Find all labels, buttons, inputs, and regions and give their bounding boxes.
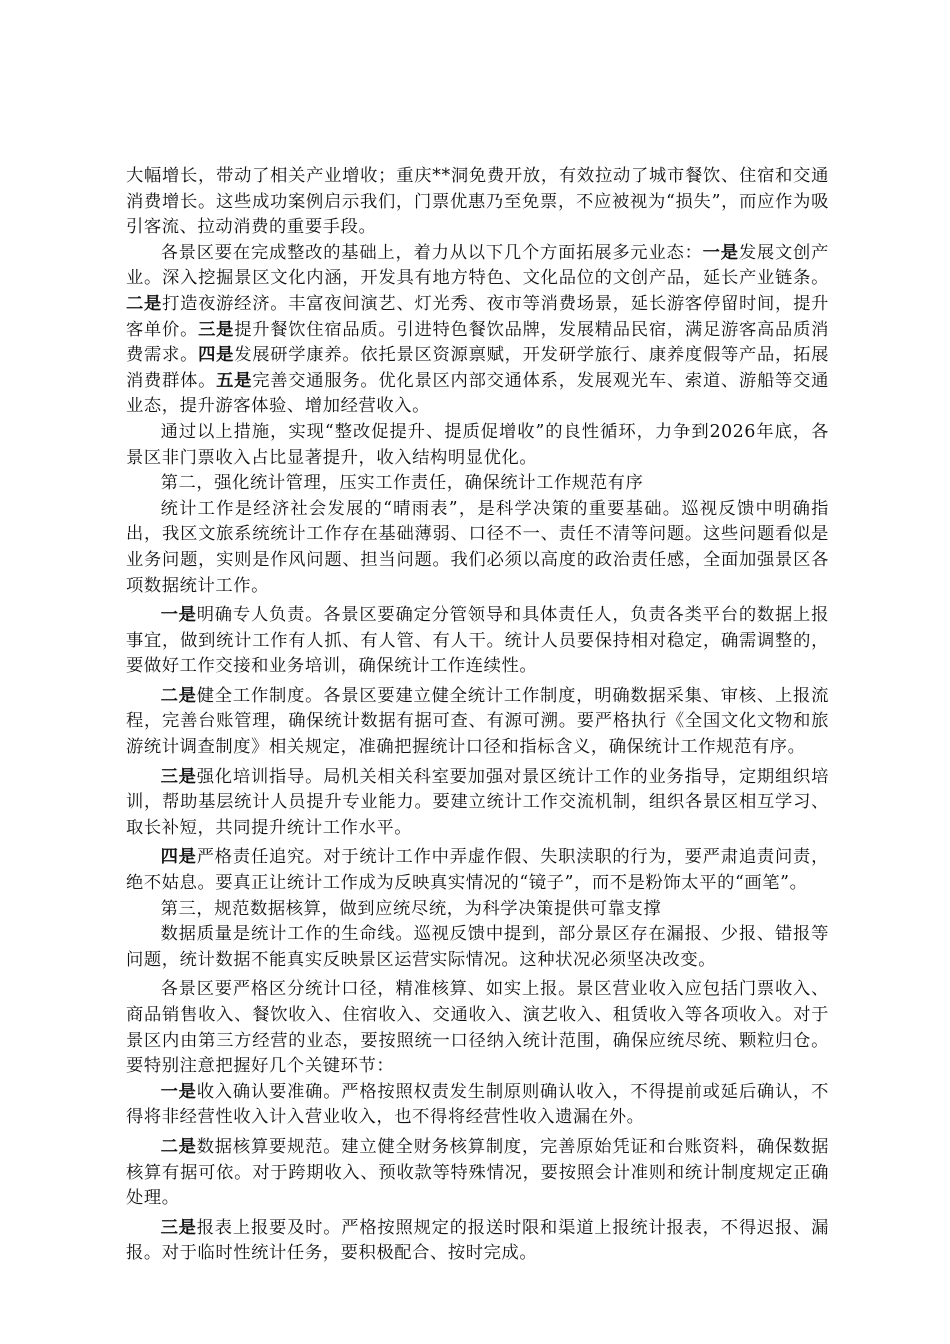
- paragraph-text: 发展研学康养。依托景区资源禀赋，开发研学旅行、康养度假等产品，拓展消费群体。: [126, 345, 829, 391]
- paragraph-text: 打造夜游经济。丰富夜间演艺、灯光秀、夜市等消费场景，延长游客停留时间，提升客单价。: [126, 293, 829, 340]
- paragraph-text: 明确专人负责。各景区要确定分管领导和具体责任人，负责各类平台的数据上报事宜，做到统计工作有人抓、有人管、有人干。统计人员要保持相对稳定，确需调整的，要做好工作交接和业务培训，确保统计工作连续性。: [126, 605, 829, 677]
- paragraph-text: 数据质量是统计工作的生命线。巡视反馈中提到，部分景区存在漏报、少报、错报等问题，统计数据不能真实反映景区运营实际情况。这种状况必须坚决改变。: [126, 924, 829, 970]
- enumeration-label: 四是: [198, 345, 235, 366]
- enumeration-label: 五是: [216, 370, 253, 391]
- enumeration-label: 一是: [160, 1081, 197, 1102]
- paragraph: [126, 684, 829, 761]
- paragraph-text: 大幅增长，带动了相关产业增收；重庆**洞免费开放，有效拉动了城市餐饮、住宿和交通消费增长。这些成功案例启示我们，门票优惠乃至免票，不应被视为“损失”，而应作为吸引客流、拉动消费的重要手段。: [126, 166, 829, 238]
- enumeration-label: 二是: [126, 293, 163, 314]
- enumeration-label: 一是: [160, 605, 197, 626]
- paragraph: [126, 164, 829, 241]
- paragraph: [126, 497, 829, 599]
- enumeration-label: 四是: [160, 847, 197, 868]
- paragraph-text: 各景区要严格区分统计口径，精准核算、如实上报。景区营业收入应包括门票收入、商品销售收入、餐饮收入、住宿收入、交通收入、演艺收入、租赁收入等各项收入。对于景区内由第三方经营的业态，要按照统一口径纳入统计范围，确保应统尽统、颗粒归仓。要特别注意把握好几个关键环节：: [126, 979, 829, 1077]
- paragraph: [126, 471, 829, 497]
- paragraph-text: 报表上报要及时。严格按照规定的报送时限和渠道上报统计报表，不得迟报、漏报。对于临时性统计任务，要积极配合、按时完成。: [126, 1217, 829, 1264]
- paragraph: [126, 420, 829, 471]
- document-body: [126, 164, 829, 1267]
- paragraph: [126, 1216, 829, 1267]
- paragraph-text: 第二，强化统计管理，压实工作责任，确保统计工作规范有序: [160, 473, 644, 494]
- paragraph: [126, 1080, 829, 1131]
- paragraph-text: 完善交通服务。优化景区内部交通体系，发展观光车、索道、游船等交通业态，提升游客体验、增加经营收入。: [126, 370, 829, 417]
- enumeration-label: 二是: [160, 685, 197, 706]
- paragraph-text: 严格责任追究。对于统计工作中弄虚作假、失职渎职的行为，要严肃追责问责，绝不姑息。要真正让统计工作成为反映真实情况的“镜子”，而不是粉饰太平的“画笔”。: [126, 847, 829, 894]
- paragraph-text: 通过以上措施，实现“整改促提升、提质促增收”的良性循环，力争到2026年底，各景区非门票收入占比显著提升，收入结构明显优化。: [126, 421, 829, 468]
- paragraph: [126, 603, 829, 680]
- enumeration-label: 二是: [160, 1136, 197, 1157]
- paragraph: [126, 241, 829, 420]
- enumeration-label: 三是: [160, 766, 197, 787]
- paragraph: [126, 922, 829, 973]
- paragraph: [126, 977, 829, 1079]
- paragraph-text: 提升餐饮住宿品质。引进特色餐饮品牌，发展精品民宿，满足游客高品质消费需求。: [126, 319, 829, 366]
- paragraph: [126, 1135, 829, 1212]
- enumeration-label: 一是: [702, 242, 739, 263]
- paragraph-text: 强化培训指导。局机关相关科室要加强对景区统计工作的业务指导，定期组织培训，帮助基层统计人员提升专业能力。要建立统计工作交流机制，组织各景区相互学习、取长补短，共同提升统计工作水平。: [126, 766, 829, 838]
- paragraph-text: 统计工作是经济社会发展的“晴雨表”，是科学决策的重要基础。巡视反馈中明确指出，我区文旅系统统计工作存在基础薄弱、口径不一、责任不清等问题。这些问题看似是业务问题，实则是作风问题、担当问题。我们必须以高度的政治责任感，全面加强景区各项数据统计工作。: [126, 498, 829, 596]
- paragraph: [126, 845, 829, 896]
- paragraph-text: 数据核算要规范。建立健全财务核算制度，完善原始凭证和台账资料，确保数据核算有据可依。对于跨期收入、预收款等特殊情况，要按照会计准则和统计制度规定正确处理。: [126, 1136, 829, 1209]
- enumeration-label: 三是: [198, 319, 235, 340]
- paragraph-text: 收入确认要准确。严格按照权责发生制原则确认收入，不得提前或延后确认，不得将非经营性收入计入营业收入，也不得将经营性收入遗漏在外。: [126, 1081, 829, 1128]
- paragraph: [126, 897, 829, 923]
- paragraph-text: 健全工作制度。各景区要建立健全统计工作制度，明确数据采集、审核、上报流程，完善台账管理，确保统计数据有据可查、有源可溯。要严格执行《全国文化文物和旅游统计调查制度》相关规定，准确把握统计口径和指标含义，确保统计工作规范有序。: [126, 685, 829, 758]
- paragraph-text: 第三，规范数据核算，做到应统尽统，为科学决策提供可靠支撑: [160, 898, 662, 919]
- paragraph: [126, 765, 829, 842]
- paragraph-text: 发展文创产业。深入挖掘景区文化内涵，开发具有地方特色、文化品位的文创产品，延长产业链条。: [126, 242, 829, 289]
- enumeration-label: 三是: [160, 1217, 197, 1238]
- paragraph-text: 各景区要在完成整改的基础上，着力从以下几个方面拓展多元业态：: [160, 242, 703, 263]
